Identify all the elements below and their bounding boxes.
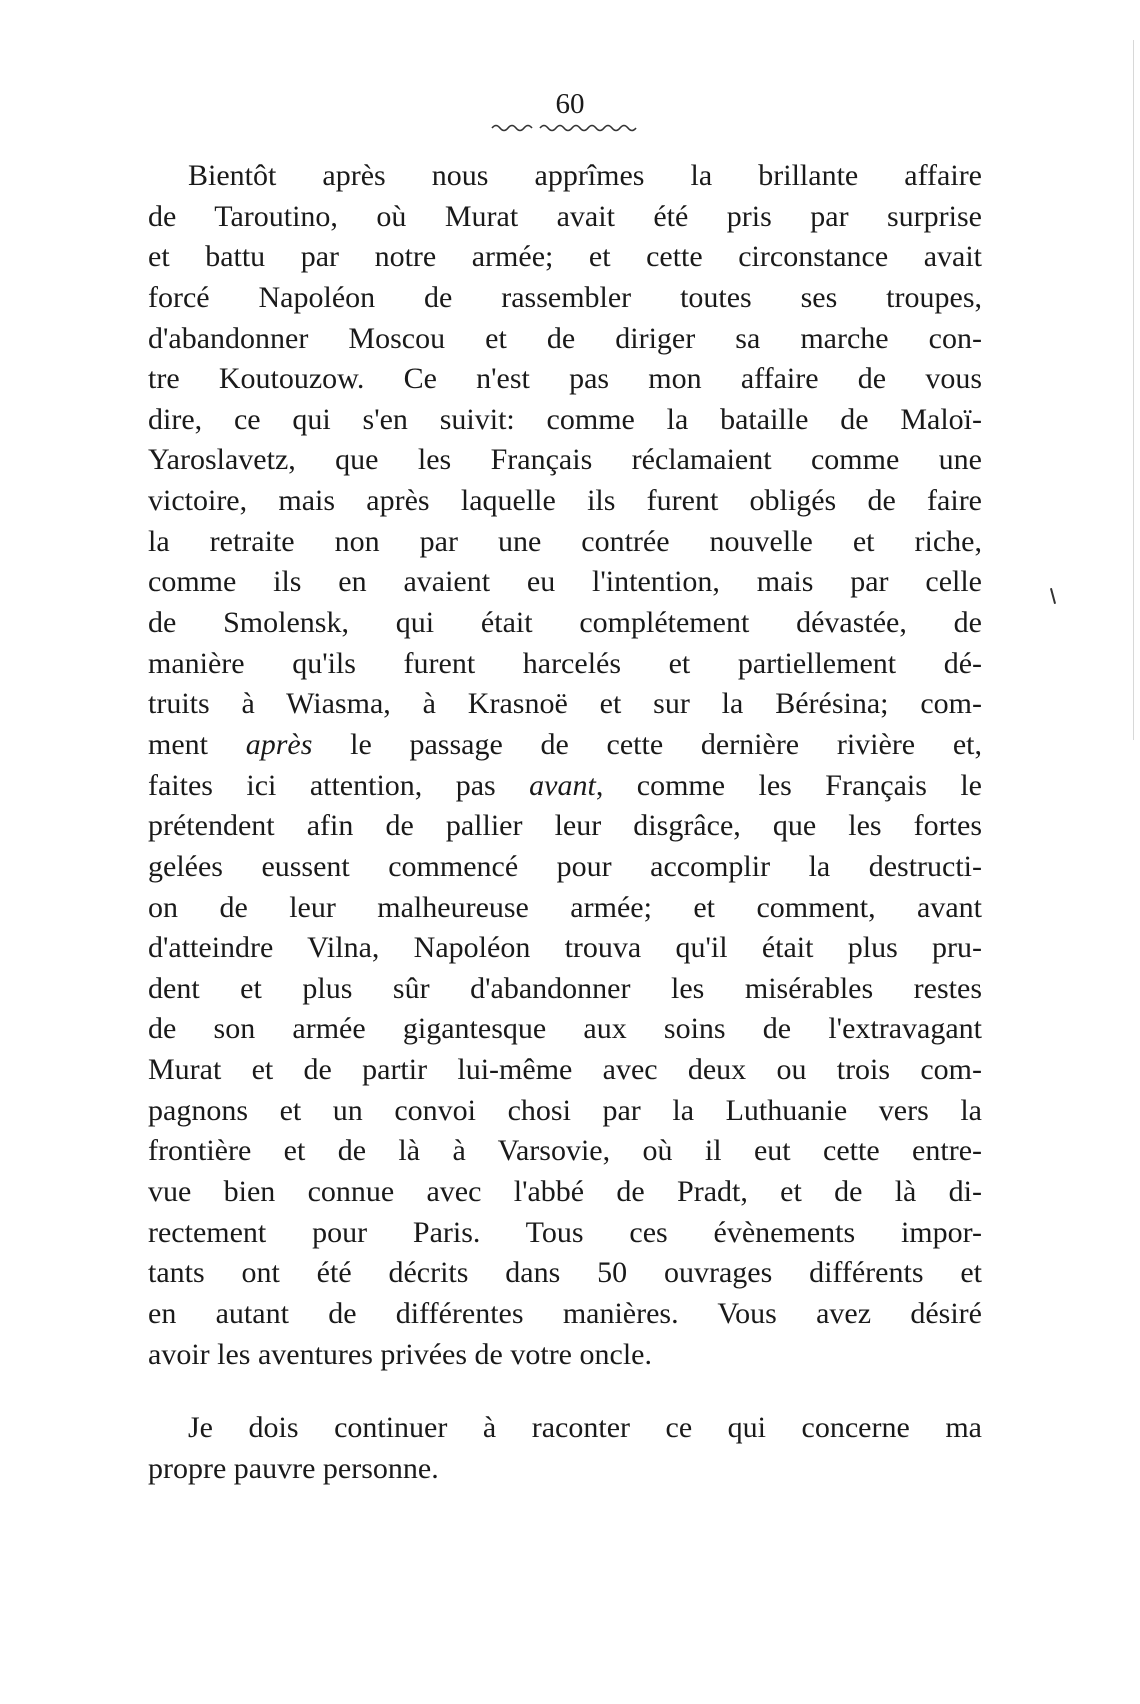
text-line: vue bien connue avec l'abbé de Pradt, et de là di-: [148, 1175, 982, 1209]
text-line: Bientôt après nous apprîmes la brillante affaire: [188, 159, 982, 192]
text-line: Murat et de partir lui-même avec deux ou trois com-: [148, 1053, 982, 1087]
text-line: propre pauvre personne.: [148, 1451, 439, 1485]
text-line: avoir les aventures privées de votre oncle.: [148, 1337, 652, 1371]
text-line: frontière et de là à Varsovie, où il eut cette entre-: [148, 1134, 982, 1168]
closing-paragraph: [148, 1408, 982, 1489]
text-line: prétendent afin de pallier leur disgrâce, que les fortes: [148, 809, 982, 843]
italic-word: avant: [529, 768, 596, 802]
text-line: tre Koutouzow. Ce n'est pas mon affaire de vous: [148, 362, 982, 396]
text-line: d'abandonner Moscou et de diriger sa marche con-: [148, 321, 982, 355]
wavy-ornament-divider: [490, 122, 640, 134]
page-edge-shadow: [1133, 40, 1134, 740]
text-line: gelées eussent commencé pour accomplir la destructi-: [148, 849, 982, 883]
text-line: Yaroslavetz, que les Français réclamaient comme une: [148, 443, 982, 477]
italic-word: après: [245, 727, 313, 761]
text-line: truits à Wiasma, à Krasnoë et sur la Bérésina; com-: [148, 687, 982, 721]
page-number: 60: [555, 88, 585, 120]
margin-mark: [1050, 588, 1056, 604]
text-line: en autant de différentes manières. Vous avez désiré: [148, 1296, 982, 1330]
text-line: et battu par notre armée; et cette circonstance avait: [148, 240, 982, 274]
text-line: rectement pour Paris. Tous ces évènements impor-: [148, 1215, 982, 1249]
text-line: pagnons et un convoi chosi par la Luthuanie vers la: [148, 1093, 982, 1127]
text-line: d'atteindre Vilna, Napoléon trouva qu'il était plus pru-: [148, 931, 982, 965]
main-paragraph: [148, 156, 982, 1375]
text-line: ment après le passage de cette dernière rivière et,: [148, 727, 982, 761]
text-line: dent et plus sûr d'abandonner les misérables restes: [148, 971, 982, 1005]
text-line: comme ils en avaient eu l'intention, mais par celle: [148, 565, 982, 599]
text-line: de Taroutino, où Murat avait été pris par surprise: [148, 199, 982, 233]
text-line: de Smolensk, qui était complétement dévastée, de: [148, 606, 982, 640]
text-line: forcé Napoléon de rassembler toutes ses troupes,: [148, 280, 982, 314]
text-line: manière qu'ils furent harcelés et partiellement dé-: [148, 646, 982, 680]
text-line: de son armée gigantesque aux soins de l'extravagant: [148, 1012, 982, 1046]
text-line: faites ici attention, pas avant, comme les Français le: [148, 768, 982, 802]
text-line: la retraite non par une contrée nouvelle et riche,: [148, 524, 982, 558]
text-line: victoire, mais après laquelle ils furent obligés de faire: [148, 484, 982, 518]
text-line: dire, ce qui s'en suivit: comme la bataille de Maloï-: [148, 402, 982, 436]
text-line: Je dois continuer à raconter ce qui concerne ma: [188, 1411, 982, 1444]
text-line: tants ont été décrits dans 50 ouvrages différents et: [148, 1256, 982, 1290]
text-line: on de leur malheureuse armée; et comment, avant: [148, 890, 982, 924]
